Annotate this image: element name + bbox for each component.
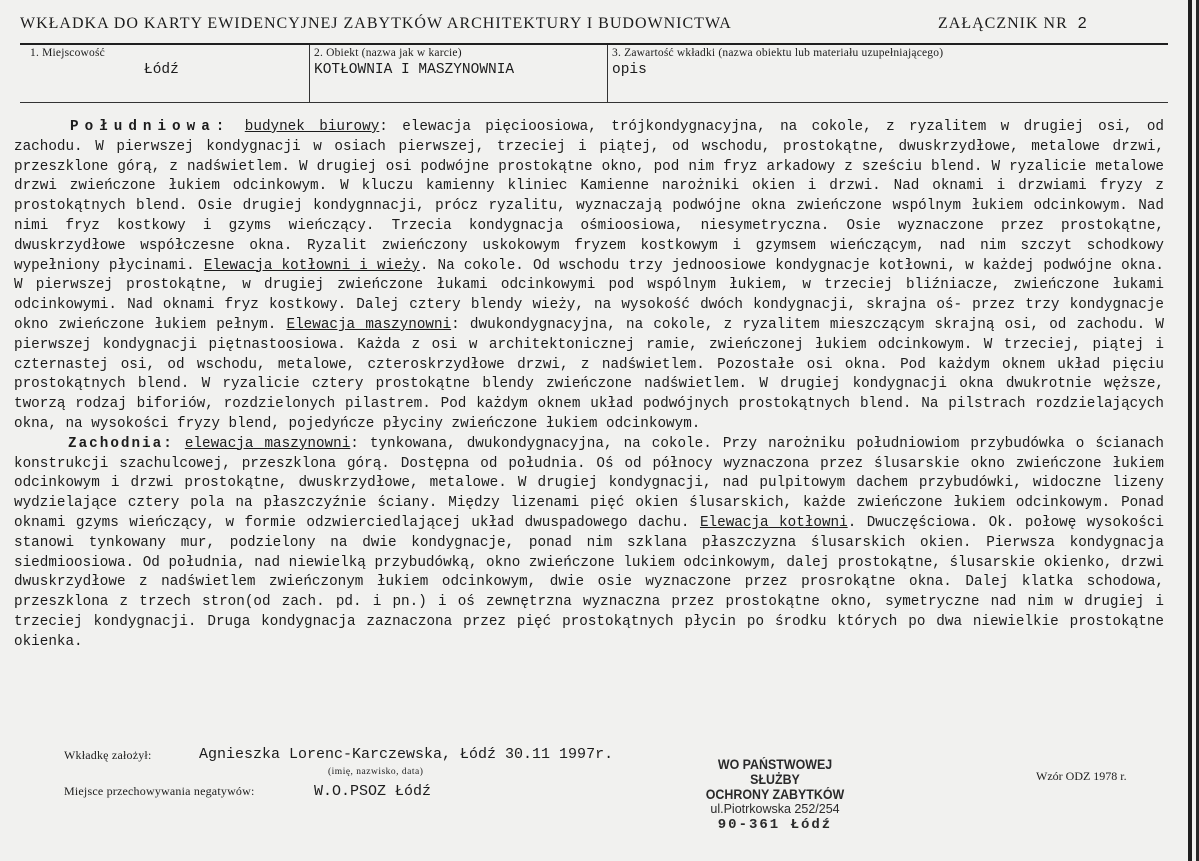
object-cell [310,45,608,102]
stamp-line-2: OCHRONY ZABYTKÓW [705,787,845,802]
attachment-label: ZAŁĄCZNIK NR [938,15,1068,32]
south-paragraph [14,118,1164,435]
header-fields-table [20,43,1168,103]
south-text-2: . Na cokole. Od wschodu trzy jednoosiowe kondygnacje kotłowni, w każdej podwójne okna. W pierwszej prostokątne, w drugiej zwieńczone łukami odcinkowymi pod wspólnym łukiem, w trzeciej bliźniacze, zwieńczone łukami odcinkowymi. Nad oknami fryz kostkowy. Dalej cztery blendy wieży, na wysokość dwóch kondygnacji, skrajna oś- przez trzy kondygnacje okno zwieńczone łukiem pełnym. [14,257,1164,333]
created-by-label: Wkładkę założył: [64,748,152,762]
west-engine-room-label: elewacja maszynowni [184,435,351,452]
stamp-line-4: 90-361 Łódź [717,817,833,833]
object-label: 2. Obiekt (nazwa jak w karcie) [314,47,462,59]
stamp-line-3: ul.Piotrkowska 252/254 [710,802,840,816]
engine-room-label: Elewacja maszynowni [286,316,452,333]
west-boiler-label: Elewacja kotłowni [699,514,848,531]
office-building-label: budynek biurowy [244,119,380,135]
form-title: WKŁADKA DO KARTY EWIDENCYJNEJ ZABYTKÓW ARCHITEKTURY I BUDOWNICTWA [20,15,732,32]
content-cell [608,45,1168,102]
attachment-number: 2 [1077,15,1088,32]
content-value: opis [612,62,647,78]
created-by-value: Agnieszka Lorenc-Karczewska, Łódź 30.11 1997r. [199,746,614,763]
form-template-id: Wzór ODZ 1978 r. [1036,769,1127,783]
storage-label: Miejsce przechowywania negatywów: [64,784,255,798]
right-edge-bar [1188,0,1192,861]
storage-value: W.O.PSOZ Łódź [314,783,432,800]
office-stamp [690,757,860,834]
south-text-3: : dwukondygnacyjna, na cokole, z ryzalitem mieszczącym skrajną osi, od zachodu. W pierwszej kondygnacji piętnastoosiowa. Każda z osi w architektonicznej ramie, zwieńczonej łukiem odcinkowym. W trzeciej, piątej i czternastej osi, od wschodu, metalowe, czteroskrzydłowe drzwi, z nadświetlem. Pozostałe osi okna. Pod każdym oknem układ pięciu prostokątnych blend. W ryzalicie cztery prostokątne blendy zwieńczone nadświetlem. W drugiej kondygnacji okna dwukrotnie węższe, tworzą rodzaj biforiów, rozdzielonych pilastrem. Pod każdym oknem układ podwójnych prostokątnych blend. Na pilstrach rozdzielających okna, na wysokości fryzy blend, pojedyńcze płyciny zwieńczone łukiem odcinkowym. [14,316,1164,432]
attachment-header [938,15,1088,33]
boiler-tower-label: Elewacja kotłowni i wieży [203,257,420,274]
place-label: 1. Miejscowość [30,47,105,59]
content-label: 3. Zawartość wkładki (nazwa obiektu lub materiału uzupełniającego) [612,47,944,59]
object-value: KOTŁOWNIA I MASZYNOWNIA [314,62,515,78]
place-cell [20,45,310,102]
south-heading: Południowa: [70,119,231,135]
description-body [14,118,1164,653]
west-paragraph [14,435,1164,653]
south-text-1: : elewacja pięcioosiowa, trójkondygnacyjna, na cokole, z ryzalitem w drugiej osi, od zachodu. W pierwszej kondygnacji w osiach pierwszej, trzeciej i piątej, od wschodu, prostokątne, dwuskrzydłowe, metalowe drzwi, przeszklone górą, z nadświetlem. W drugiej osi podwójne prostokątne okno, pod nim fryz arkadowy z sześciu blend. W ryzalicie metalowe drzwi zwieńczone łukiem odcinkowym. W kluczu kamienny kliniec Kamienne narożniki okien i drzwi. Nad oknami i drzwiami fryzy z prostokątnych blend. Osie drugiej kondygnnacji, prócz ryzalitu, wyznaczają podwójne okna zwieńczone wspólnym łukiem odcinkowym. Nad nimi fryz kostkowy i gzyms wieńczący. Trzecia kondygnacja ośmioosiowa, niesymetryczna. Osie wyznaczone przez prostokątne, dwuskrzydłowe współczesne okna. Ryzalit zwieńczony uskokowym fryzem kostkowym i gzymsem wieńczącym, nad nim szczyt schodkowy wypełniony płycinami. [14,119,1164,274]
west-heading: Zachodnia: [68,435,174,452]
west-text-1: : tynkowana, dwukondygnacyjna, na cokole. Przy narożniku południowiom przybudówka o ścianach konstrukcji szachulcowej, przeszklona górą. Dostępna od południa. Oś od północy wyznaczona przez ślusarskie okno zwieńczone łukiem odcinkowym i drzwi prostokątne, dwuskrzydłowe, metalowe. W drugiej kondygnacji, nad pulpitowym dachem przybudówki, widoczne lizeny wydzielające cztery pola na płaszczyźnie ściany. Między lizenami pięć okien ślusarskich, każde zwieńczone łukiem odcinkowym. Ponad oknami gzyms wieńczący, w formie odzwierciedlającej układ dwuspadowego dachu. [14,435,1164,531]
created-by-hint: (imię, nazwisko, data) [328,767,424,777]
west-text-2: . Dwuczęściowa. Ok. połowę wysokości stanowi tynkowany mur, podzielony na dwie kondygnacje, ponad nim szklana płaszczyzna ślusarskich okien. Pierwsza kondygnacja siedmioosiowa. Od południa, nad niewielką przybudówką, okno zwieńczone lukiem odcinkowym, dalej prostokątne, ślusarskie okienko, drzwi dwuskrzydłowe z nadświetlem zwieńczonym łukiem odcinkowym, dwie osie wyznaczone przez prosrokątne okna. Dalej klatka schodowa, przeszklona z trzech stron(od zach. pd. i pn.) i oś zewnętrzna wyznaczna przez prostokątne okno, symetryczne nad nim w drugiej i trzeciej kondygnacji. Druga kondygnacja zaznaczona przez pięć prostokątnych płycin po środku których po dwa niewielkie prostokątne okienka. [14,514,1164,650]
stamp-line-1: WO PAŃSTWOWEJ SŁUŻBY [717,757,833,787]
place-value: Łódź [144,62,179,78]
